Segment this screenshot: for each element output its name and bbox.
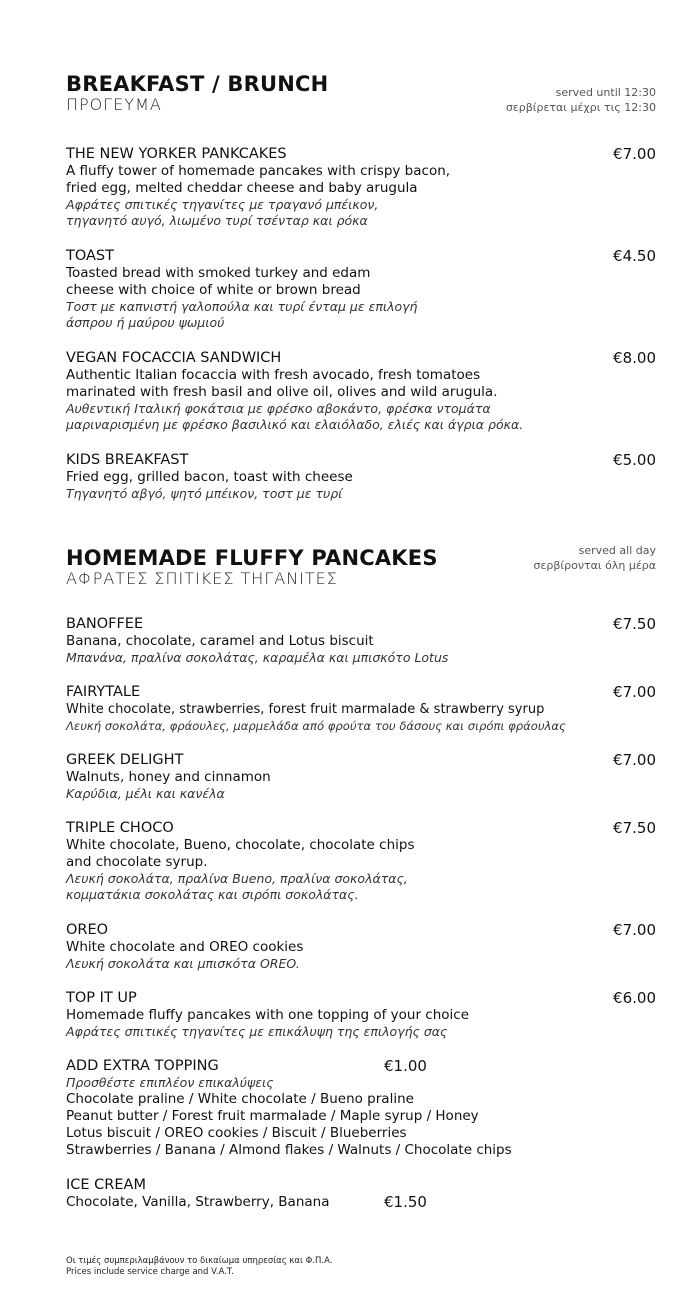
serve-note-greek: σερβίρονται όλη μέρα: [533, 559, 656, 572]
item-description-greek: [66, 871, 656, 903]
item-name: BANOFFEE: [66, 616, 144, 632]
description-line: fried egg, melted cheddar cheese and baby arugula: [66, 180, 418, 196]
item-description: [66, 837, 656, 871]
item-description: [66, 163, 656, 197]
item-description: [66, 265, 656, 299]
serve-note-greek: σερβίρεται μέχρι τις 12:30: [505, 101, 656, 114]
item-name: KIDS BREAKFAST: [66, 452, 189, 468]
item-name: ICE CREAM: [66, 1177, 146, 1193]
description-greek-line: Τηγανητό αβγό, ψητό μπέικον, τοστ με τυρί: [66, 486, 343, 501]
item-description-greek: [66, 956, 656, 972]
pancakes-title: HOMEMADE FLUFFY PANCAKES: [66, 546, 438, 570]
item-description-greek: [66, 786, 656, 802]
topping-options-line: Lotus biscuit / OREO cookies / Biscuit / Blueberries: [66, 1125, 407, 1141]
description-line: Fried egg, grilled bacon, toast with cheese: [66, 469, 353, 485]
item-name: VEGAN FOCACCIA SANDWICH: [66, 350, 282, 366]
description-line: Homemade fluffy pancakes with one topping of your choice: [66, 1007, 470, 1023]
item-description: Chocolate, Vanilla, Strawberry, Banana: [66, 1194, 330, 1210]
description-greek-line: Λευκή σοκολάτα, φράουλες, μαρμελάδα από φρούτα του δάσους και σιρόπι φράουλας: [66, 719, 566, 733]
item-price: €6.00: [613, 989, 656, 1007]
description-greek-line: μαριναρισμένη με φρέσκο βασιλικό και ελαιόλαδο, ελιές και άγρια ρόκα.: [66, 417, 524, 432]
description-line: White chocolate and OREO cookies: [66, 939, 304, 955]
item-description: [66, 469, 656, 486]
description-line: White chocolate, strawberries, forest fruit marmalade & strawberry syrup: [66, 702, 545, 717]
item-price: €5.00: [613, 451, 656, 469]
topping-options-line: Chocolate praline / White chocolate / Bueno praline: [66, 1091, 414, 1107]
description-greek-line: Τοστ με καπνιστή γαλοπούλα και τυρί ένταμ με επιλογή: [66, 299, 418, 314]
item-name: TRIPLE CHOCO: [66, 820, 174, 836]
item-description: [66, 1007, 656, 1024]
description-greek-line: Αφράτες σπιτικές τηγανίτες με τραγανό μπέικον,: [66, 197, 379, 212]
item-price: €7.00: [613, 751, 656, 769]
menu-item-greek-delight: [66, 752, 656, 802]
menu-item-triple-choco: [66, 820, 656, 903]
description-line: cheese with choice of white or brown bread: [66, 282, 361, 298]
pancakes-serve-note: [534, 543, 656, 573]
description-line: Toasted bread with smoked turkey and edam: [66, 265, 371, 281]
description-greek-line: Μπανάνα, πραλίνα σοκολάτας, καραμέλα και μπισκότο Lotus: [66, 650, 449, 665]
item-price: €1.50: [384, 1193, 427, 1211]
item-price: €7.00: [613, 921, 656, 939]
item-price: €7.50: [613, 819, 656, 837]
description-greek-line: κομματάκια σοκολάτας και σιρόπι σοκολάτας.: [66, 887, 359, 902]
menu-item-banoffee: [66, 616, 656, 666]
breakfast-section-header: [66, 72, 656, 114]
description-line: marinated with fresh basil and olive oil, olives and wild arugula.: [66, 384, 498, 400]
item-price: €7.00: [613, 683, 656, 701]
item-price: €7.50: [613, 615, 656, 633]
menu-item-vegan-focaccia: [66, 350, 656, 433]
description-line: White chocolate, Bueno, chocolate, chocolate chips: [66, 837, 415, 853]
menu-item-top-it-up: [66, 990, 656, 1040]
item-description: [66, 633, 656, 650]
item-description-greek: [66, 401, 656, 433]
item-price: €8.00: [613, 349, 656, 367]
item-description-greek: [66, 299, 656, 331]
description-line: Banana, chocolate, caramel and Lotus biscuit: [66, 633, 374, 649]
item-description-greek: [66, 1024, 656, 1040]
serve-note-english: served until 12:30: [555, 86, 656, 99]
description-line: A fluffy tower of homemade pancakes with crispy bacon,: [66, 163, 451, 179]
serve-note-english: served all day: [578, 544, 656, 557]
item-description: [66, 769, 656, 786]
item-name: FAIRYTALE: [66, 684, 141, 700]
description-greek-line: Αφράτες σπιτικές τηγανίτες με επικάλυψη της επιλογής σας: [66, 1024, 448, 1039]
item-description: [66, 939, 656, 956]
description-line: and chocolate syrup.: [66, 854, 208, 870]
description-greek-line: Λευκή σοκολάτα, πραλίνα Bueno, πραλίνα σοκολάτας,: [66, 871, 408, 886]
breakfast-title: BREAKFAST / BRUNCH: [66, 72, 329, 96]
menu-item-kids-breakfast: [66, 452, 656, 502]
description-greek-line: τηγανητό αυγό, λιωμένο τυρί τσένταρ και ρόκα: [66, 213, 368, 228]
breakfast-serve-note: [506, 85, 656, 115]
item-name: ADD EXTRA TOPPING: [66, 1058, 219, 1074]
item-description: [66, 367, 656, 401]
menu-item-new-yorker-pancakes: [66, 146, 656, 229]
item-name: TOAST: [66, 248, 114, 264]
footer-note: [66, 1256, 333, 1278]
item-description-greek: [66, 718, 700, 734]
item-name: OREO: [66, 922, 109, 938]
description-line: Authentic Italian focaccia with fresh avocado, fresh tomatoes: [66, 367, 481, 383]
menu-item-fairytale: [66, 684, 700, 734]
footer-english: Prices include service charge and V.A.T.: [66, 1267, 234, 1277]
topping-options-line: Peanut butter / Forest fruit marmalade / Maple syrup / Honey: [66, 1108, 479, 1124]
footer-greek: Οι τιμές συμπεριλαμβάνουν το δικαίωμα υπηρεσίας και Φ.Π.Α.: [66, 1256, 333, 1266]
item-name: THE NEW YORKER PANKCAKES: [66, 146, 287, 162]
description-line: Walnuts, honey and cinnamon: [66, 769, 271, 785]
menu-item-oreo: [66, 922, 656, 972]
description-greek-line: Καρύδια, μέλι και κανέλα: [66, 786, 225, 801]
item-name: TOP IT UP: [66, 990, 137, 1006]
topping-options-line: Strawberries / Banana / Almond flakes / Walnuts / Chocolate chips: [66, 1142, 512, 1158]
menu-item-ice-cream: [66, 1177, 656, 1211]
topping-options-list: [66, 1091, 656, 1159]
item-price: €7.00: [613, 145, 656, 163]
pancakes-section-header: [66, 546, 656, 588]
description-greek-line: άσπρου ή μαύρου ψωμιού: [66, 315, 225, 330]
item-price: €4.50: [613, 247, 656, 265]
item-description-greek: [66, 650, 656, 666]
menu-item-extra-topping: [66, 1058, 656, 1159]
menu-item-toast: [66, 248, 656, 331]
item-description-greek: [66, 486, 656, 502]
pancakes-title-greek: ΑΦΡΑΤΕΣ ΣΠΙΤΙΚΕΣ ΤΗΓΑΝΙΤΕΣ: [66, 569, 338, 588]
item-description-greek: [66, 197, 656, 229]
item-name-greek: Προσθέστε επιπλέον επικαλύψεις: [66, 1075, 274, 1090]
description-greek-line: Λευκή σοκολάτα και μπισκότα OREO.: [66, 956, 300, 971]
item-name: GREEK DELIGHT: [66, 752, 184, 768]
item-price: €1.00: [384, 1057, 427, 1075]
description-greek-line: Αυθεντική Ιταλική φοκάτσια με φρέσκο αβοκάντο, φρέσκα ντομάτα: [66, 401, 491, 416]
breakfast-title-greek: ΠΡΟΓΕΥΜΑ: [66, 95, 162, 114]
item-description: [66, 701, 700, 718]
